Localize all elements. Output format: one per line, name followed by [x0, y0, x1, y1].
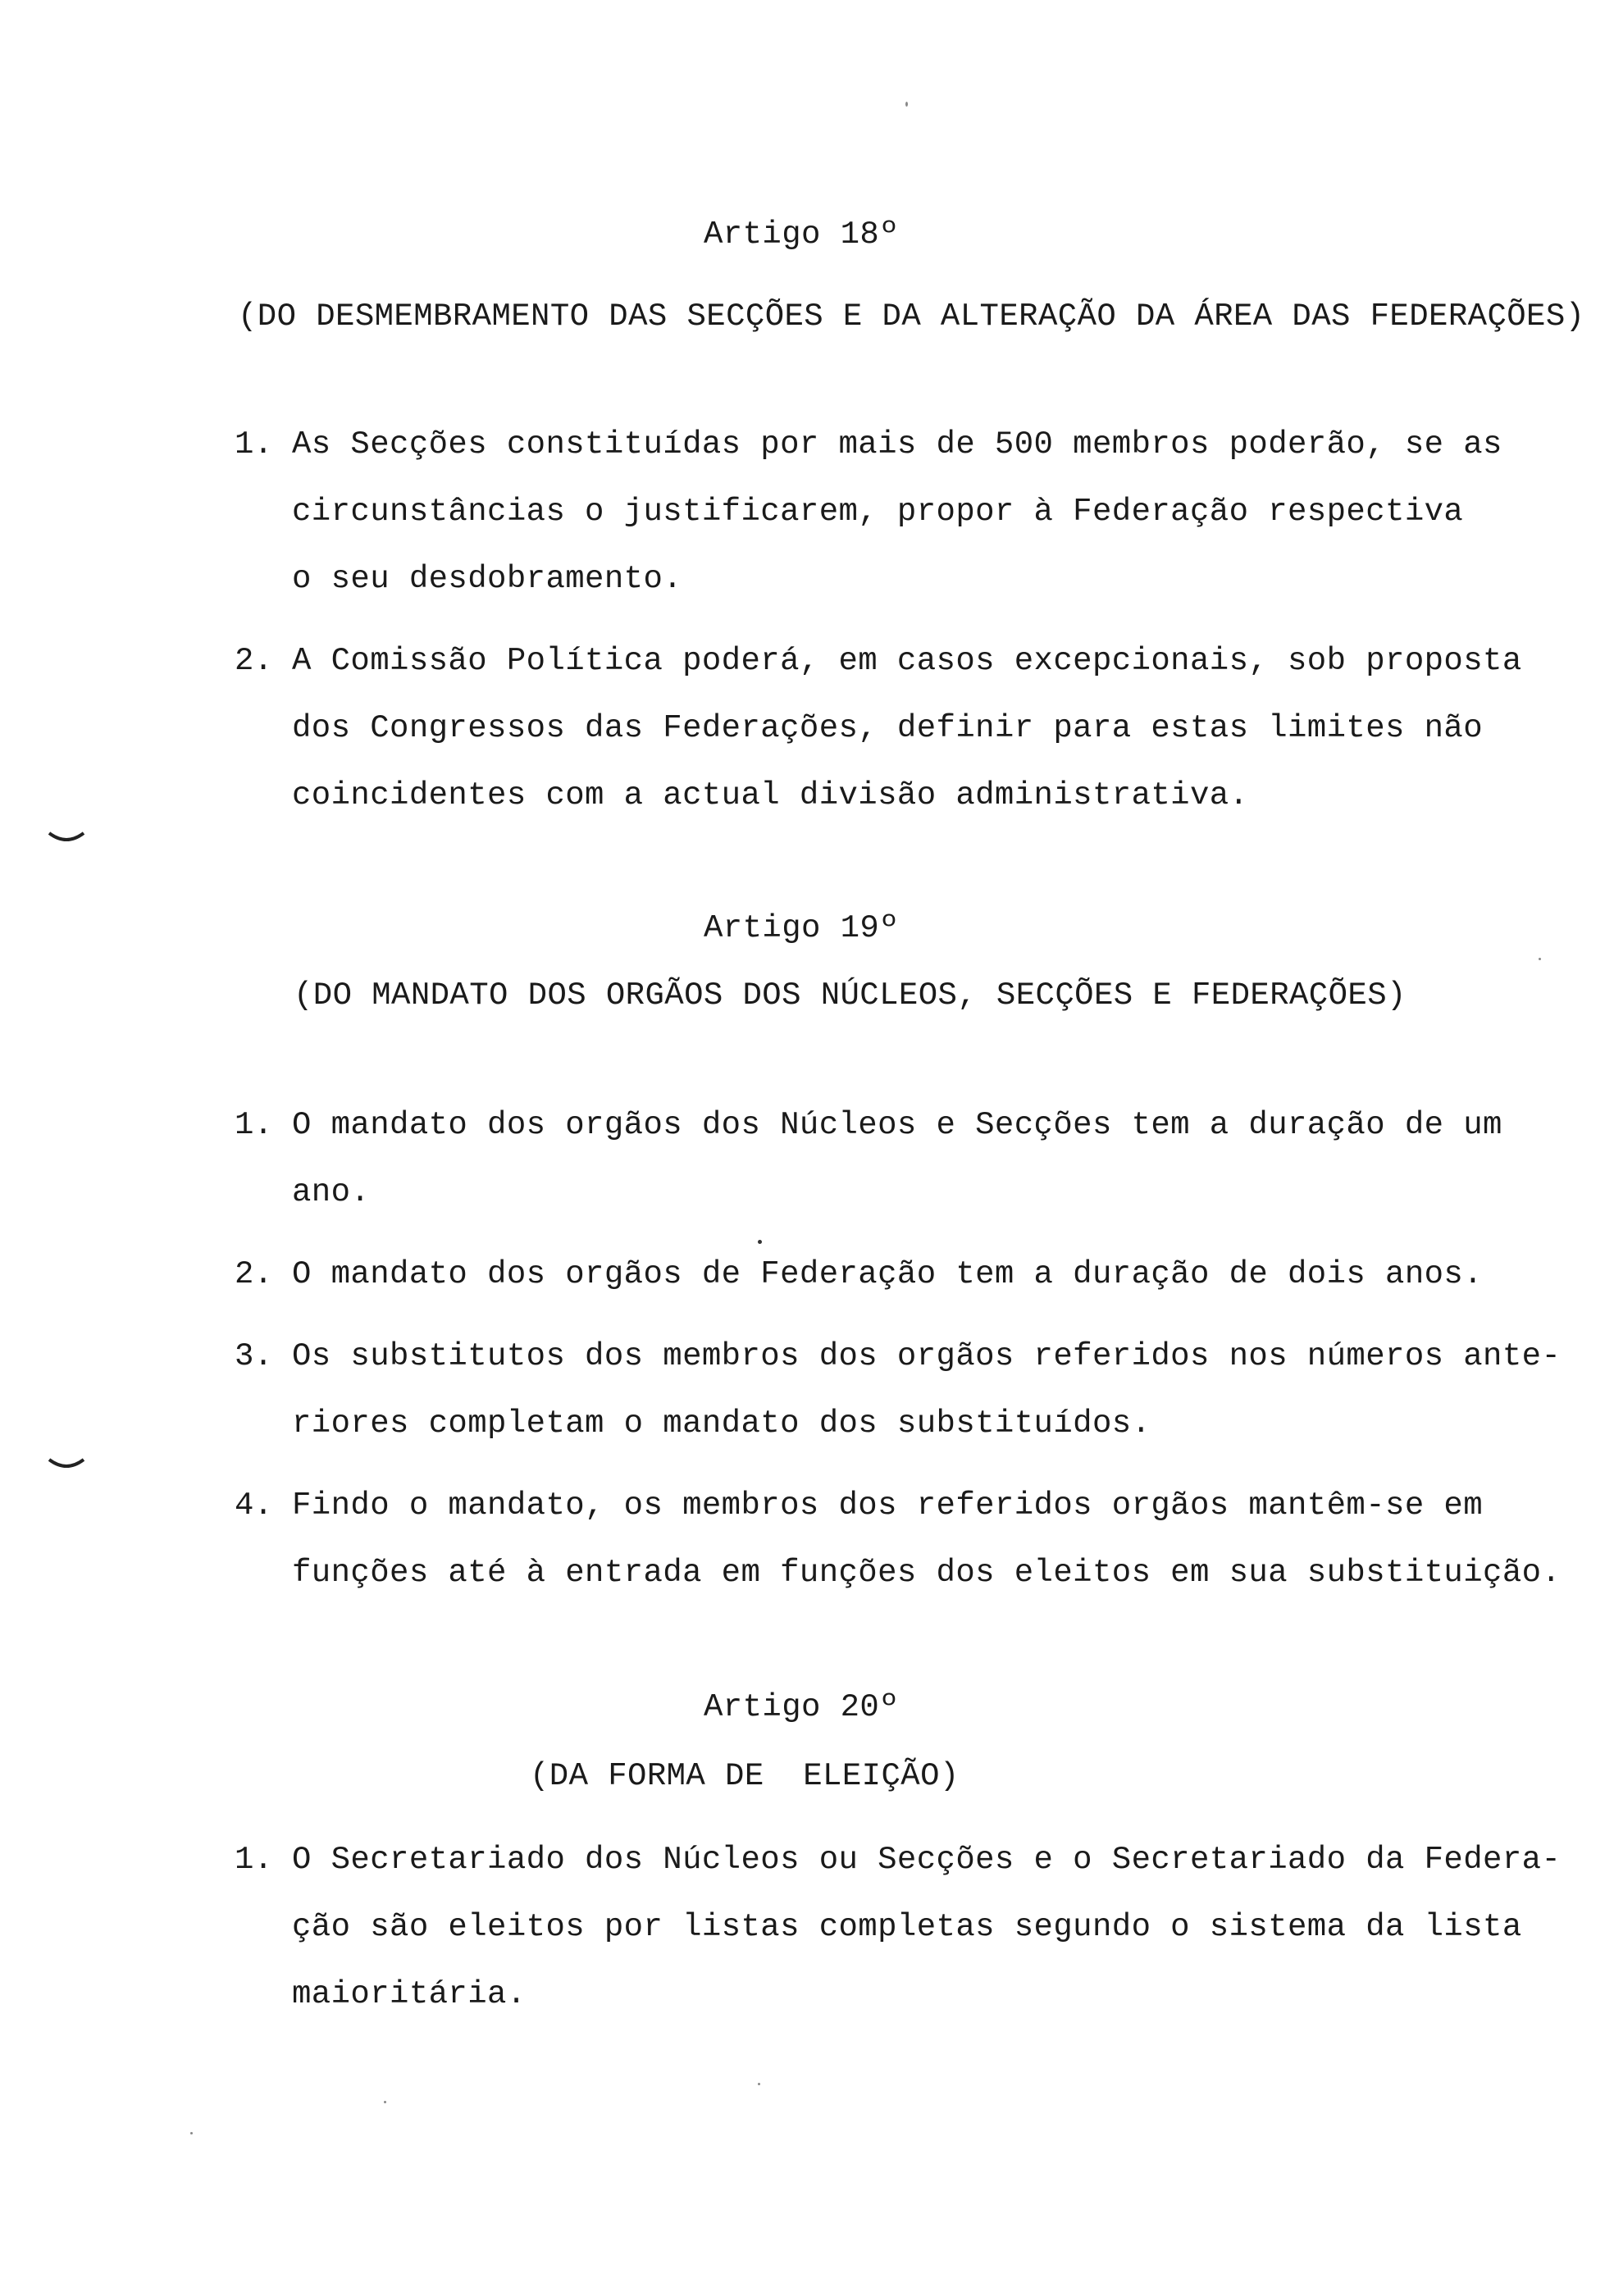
hole-punch-mark-icon: [48, 830, 85, 845]
article-18-item-1-line-3: o seu desdobramento.: [292, 561, 683, 597]
article-20-item-1-line-3: maioritária.: [292, 1976, 527, 2012]
article-18-item-2-line-2: dos Congressos das Federações, definir para estas limites não: [292, 710, 1484, 746]
article-20-subtitle: (DA FORMA DE ELEIÇÃO): [530, 1758, 960, 1794]
article-18-subtitle: (DO DESMEMBRAMENTO DAS SECÇÕES E DA ALTERAÇÃO DA ÁREA DAS FEDERAÇÕES): [238, 298, 1585, 335]
article-18-item-1-line-1: As Secções constituídas por mais de 500 membros poderão, se as: [292, 426, 1502, 462]
article-19-item-1-line-1: O mandato dos orgãos dos Núcleos e Secções tem a duração de um: [292, 1107, 1502, 1143]
scan-speck: [758, 1240, 762, 1244]
scan-speck: [905, 102, 908, 107]
article-18-item-1-line-2: circunstâncias o justificarem, propor à Federação respectiva: [292, 494, 1464, 530]
scan-speck: [1539, 958, 1541, 960]
article-19-item-2-number: 2.: [235, 1256, 273, 1292]
article-19-item-1-number: 1.: [235, 1107, 273, 1143]
article-18-item-2-line-3: coincidentes com a actual divisão administrativa.: [292, 777, 1249, 813]
article-18-item-2-number: 2.: [235, 643, 273, 679]
article-19-title: Artigo 19º: [704, 910, 900, 946]
article-20-title: Artigo 20º: [704, 1689, 900, 1725]
article-19-item-2-line-1: O mandato dos orgãos de Federação tem a duração de dois anos.: [292, 1256, 1484, 1292]
article-18-item-2-line-1: A Comissão Política poderá, em casos excepcionais, sob proposta: [292, 643, 1522, 679]
article-20-item-1-line-1: O Secretariado dos Núcleos ou Secções e o Secretariado da Federa-: [292, 1842, 1562, 1878]
article-19-item-4-line-2: funções até à entrada em funções dos eleitos em sua substituição.: [292, 1555, 1562, 1591]
scan-speck: [758, 2083, 760, 2085]
article-18-title: Artigo 18º: [704, 216, 900, 253]
scan-speck: [384, 2101, 386, 2103]
article-19-item-1-line-2: ano.: [292, 1174, 371, 1210]
article-19-item-3-number: 3.: [235, 1338, 273, 1374]
article-19-subtitle: (DO MANDATO DOS ORGÃOS DOS NÚCLEOS, SECÇÕES E FEDERAÇÕES): [294, 977, 1407, 1014]
hole-punch-mark-icon: [48, 1456, 85, 1471]
article-20-item-1-number: 1.: [235, 1842, 273, 1878]
article-19-item-4-number: 4.: [235, 1487, 273, 1524]
article-20-item-1-line-2: ção são eleitos por listas completas segundo o sistema da lista: [292, 1909, 1522, 1945]
article-19-item-4-line-1: Findo o mandato, os membros dos referidos orgãos mantêm-se em: [292, 1487, 1484, 1524]
article-18-item-1-number: 1.: [235, 426, 273, 462]
article-19-item-3-line-1: Os substitutos dos membros dos orgãos referidos nos números ante-: [292, 1338, 1562, 1374]
article-19-item-3-line-2: riores completam o mandato dos substituídos.: [292, 1405, 1151, 1442]
scan-speck: [190, 2132, 193, 2134]
